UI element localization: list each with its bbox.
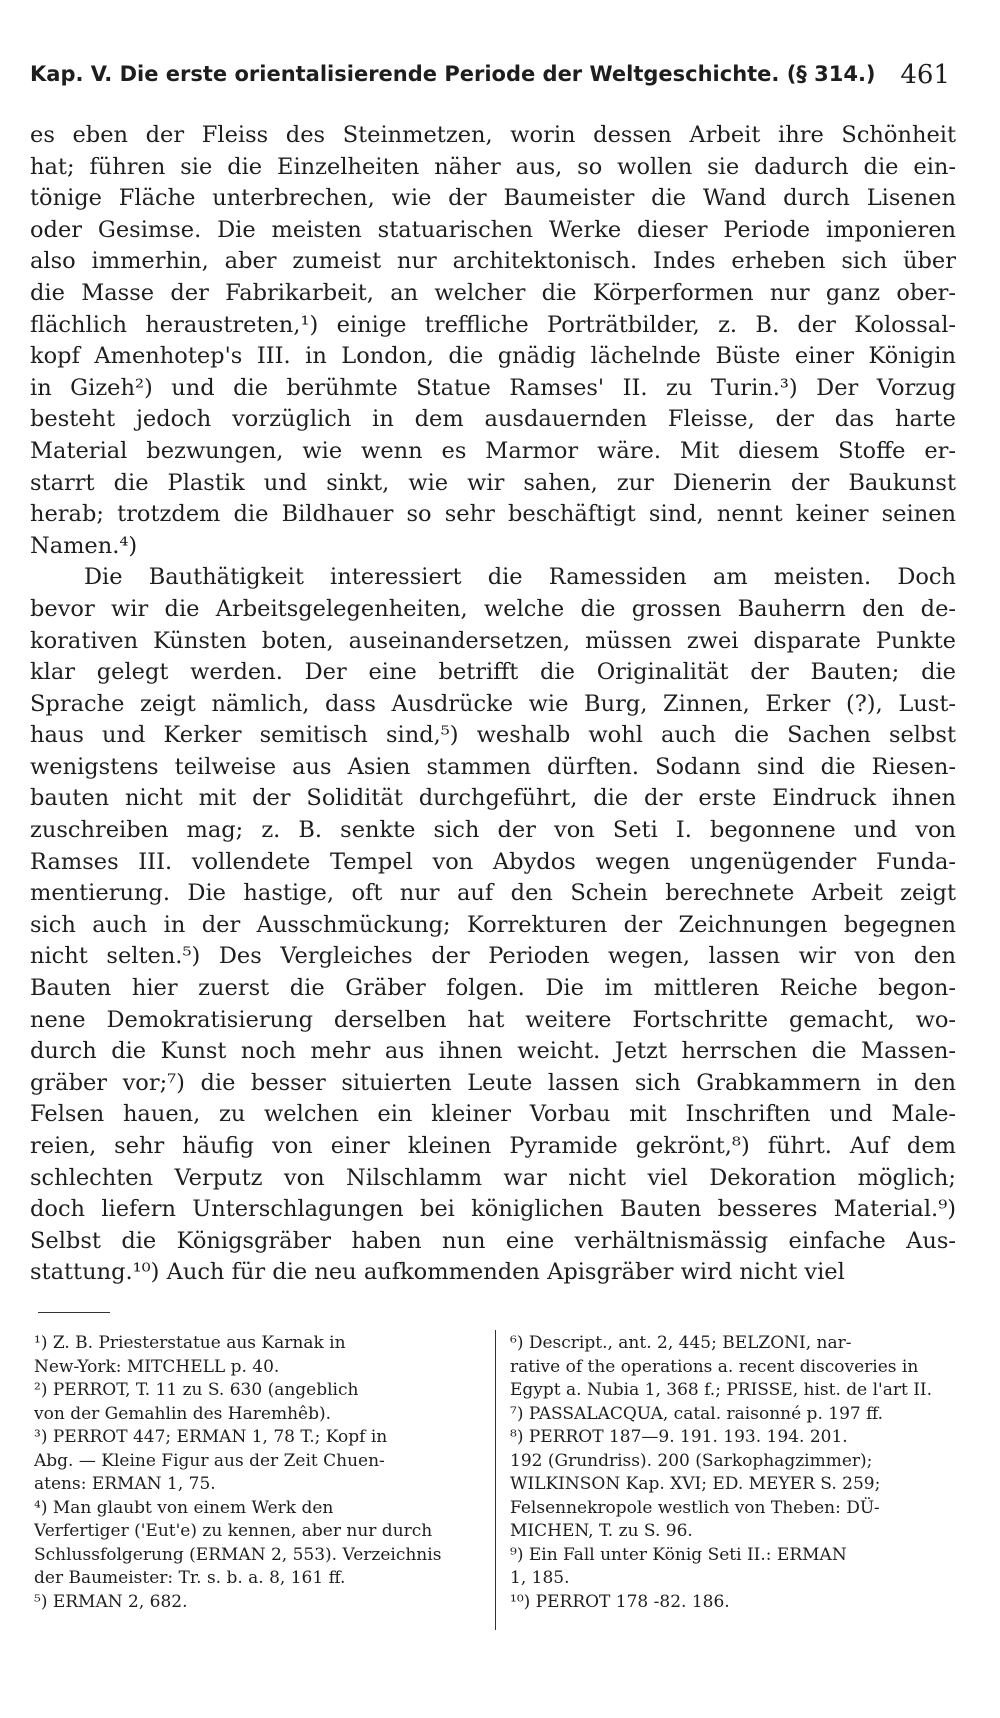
footnote-line: Felsennekropole westlich von Theben: DÜ- (510, 1497, 880, 1518)
text-line: Selbst die Königsgräber haben nun eine verhältnismässig einfache Aus- (30, 1227, 956, 1254)
footnote-line: ⁶) Descript., ant. 2, 445; BELZONI, nar- (510, 1333, 852, 1353)
footnote-line: ²) PERROT, T. 11 zu S. 630 (angeblich (34, 1380, 359, 1400)
text-line: hat; führen sie die Einzelheiten näher aus, so wollen sie dadurch die ein- (30, 153, 956, 180)
text-line: Die Bauthätigkeit interessiert die Ramessiden am meisten. Doch (84, 564, 956, 591)
text-line: tönige Fläche unterbrechen, wie der Baumeister die Wand durch Lisenen (30, 185, 956, 212)
page-number: 461 (900, 60, 950, 90)
footnote-line: ¹⁰) PERROT 178 -82. 186. (510, 1591, 730, 1612)
text-line: wenigstens teilweise aus Asien stammen dürften. Sodann sind die Riesen- (30, 753, 956, 780)
text-line: gräber vor;⁷) die besser situierten Leute lassen sich Grabkammern in den (30, 1069, 956, 1096)
footnote-line: 1, 185. (510, 1568, 570, 1588)
text-line: also immerhin, aber zumeist nur architektonisch. Indes erheben sich über (30, 248, 956, 275)
footnote-line: ⁸) PERROT 187—9. 191. 193. 194. 201. (510, 1427, 848, 1447)
text-line: bauten nicht mit der Solidität durchgeführt, die der erste Eindruck ihnen (30, 785, 956, 812)
text-line: reien, sehr häufig von einer kleinen Pyramide gekrönt,⁸) führt. Auf dem (30, 1133, 956, 1159)
footnote-line: Egypt a. Nubia 1, 368 f.; PRISSE, hist. de l'art II. (510, 1380, 933, 1400)
text-line: doch liefern Unterschlagungen bei königlichen Bauten besseres Material.⁹) (30, 1196, 956, 1223)
main-text (30, 120, 956, 1289)
text-line: Felsen hauen, zu welchen ein kleiner Vorbau mit Inschriften und Male- (30, 1101, 956, 1128)
footnote-rule (38, 1312, 110, 1313)
text-line: die Masse der Fabrikarbeit, an welcher die Körperformen nur ganz ober- (30, 279, 956, 306)
text-line: Bauten hier zuerst die Gräber folgen. Die im mittleren Reiche begon- (30, 975, 956, 1002)
text-line: klar gelegt werden. Der eine betrifft die Originalität der Bauten; die (30, 659, 956, 686)
text-line: Namen.⁴) (30, 532, 138, 559)
text-line: nicht selten.⁵) Des Vergleiches der Perioden wegen, lassen wir von den (30, 943, 956, 970)
footnote-line: 192 (Grundriss). 200 (Sarkophagzimmer); (510, 1450, 873, 1471)
chapter-title: Kap. V. Die erste orientalisierende Periode der Weltgeschichte. (§ 314.) (30, 62, 876, 86)
footnote-line: Schlussfolgerung (ERMAN 2, 553). Verzeichnis (34, 1544, 442, 1565)
footnote-line: Abg. — Kleine Figur aus der Zeit Chuen- (34, 1450, 385, 1471)
text-line: nene Demokratisierung derselben hat weitere Fortschritte gemacht, wo- (30, 1006, 956, 1033)
footnote-line: ⁵) ERMAN 2, 682. (34, 1591, 188, 1612)
text-line: starrt die Plastik und sinkt, wie wir sahen, zur Dienerin der Baukunst (30, 469, 956, 496)
text-line: Ramses III. vollendete Tempel von Abydos wegen ungenügender Funda- (30, 848, 956, 875)
footnote-line: ³) PERROT 447; ERMAN 1, 78 T.; Kopf in (34, 1427, 388, 1447)
footnote-line: von der Gemahlin des Haremhêb). (34, 1403, 332, 1424)
footnote-line: Verfertiger ('Eut'e) zu kennen, aber nur durch (34, 1521, 433, 1541)
text-line: kopf Amenhotep's III. in London, die gnädig lächelnde Büste einer Königin (30, 343, 956, 370)
text-line: es eben der Fleiss des Steinmetzen, worin dessen Arbeit ihre Schönheit (30, 122, 956, 148)
text-line: schlechten Verputz von Nilschlamm war nicht viel Dekoration möglich; (30, 1164, 956, 1191)
footnote-column-divider (495, 1330, 496, 1630)
text-line: sich auch in der Ausschmückung; Korrekturen der Zeichnungen begegnen (30, 911, 956, 938)
footnotes-left-column (34, 1332, 474, 1614)
footnote-line: WILKINSON Kap. XVI; ED. MEYER S. 259; (510, 1474, 881, 1494)
footnote-line: der Baumeister: Tr. s. b. a. 8, 161 ff. (34, 1568, 346, 1588)
text-line: haus und Kerker semitisch sind,⁵) weshalb wohl auch die Sachen selbst (30, 722, 956, 749)
text-line: korativen Künsten boten, auseinandersetzen, müssen zwei disparate Punkte (30, 627, 956, 654)
running-header (30, 62, 950, 102)
text-line: stattung.¹⁰) Auch für die neu aufkommenden Apisgräber wird nicht viel (30, 1259, 845, 1286)
footnote-line: MICHEN, T. zu S. 96. (510, 1521, 693, 1541)
footnote-line: ⁷) PASSALACQUA, catal. raisonné p. 197 ff. (510, 1403, 883, 1424)
text-line: zuschreiben mag; z. B. senkte sich der von Seti I. begonnene und von (30, 817, 956, 844)
text-line: in Gizeh²) und die berühmte Statue Ramses' II. zu Turin.³) Der Vorzug (30, 374, 956, 401)
text-line: bevor wir die Arbeitsgelegenheiten, welche die grossen Bauherrn den de- (30, 595, 956, 622)
text-line: mentierung. Die hastige, oft nur auf den Schein berechnete Arbeit zeigt (30, 880, 956, 907)
text-line: durch die Kunst noch mehr aus ihnen weicht. Jetzt herrschen die Massen- (30, 1038, 956, 1065)
footnote-line: ⁴) Man glaubt von einem Werk den (34, 1497, 334, 1518)
text-line: Material bezwungen, wie wenn es Marmor wäre. Mit diesem Stoffe er- (30, 437, 956, 464)
footnote-line: ⁹) Ein Fall unter König Seti II.: ERMAN (510, 1544, 847, 1565)
text-line: oder Gesimse. Die meisten statuarischen Werke dieser Periode imponieren (30, 216, 956, 243)
text-line: besteht jedoch vorzüglich in dem ausdauernden Fleisse, der das harte (30, 406, 956, 433)
footnote-line: rative of the operations a. recent discoveries in (510, 1356, 919, 1377)
footnote-line: ¹) Z. B. Priesterstatue aus Karnak in (34, 1333, 346, 1353)
text-line: flächlich heraustreten,¹) einige treffliche Porträtbilder, z. B. der Kolossal- (30, 311, 956, 338)
footnote-line: New-York: MITCHELL p. 40. (34, 1356, 280, 1377)
footnotes-right-column (510, 1332, 960, 1614)
text-line: herab; trotzdem die Bildhauer so sehr beschäftigt sind, nennt keiner seinen (30, 501, 956, 528)
text-line: Sprache zeigt nämlich, dass Ausdrücke wie Burg, Zinnen, Erker (?), Lust- (30, 690, 956, 717)
footnote-line: atens: ERMAN 1, 75. (34, 1474, 216, 1494)
